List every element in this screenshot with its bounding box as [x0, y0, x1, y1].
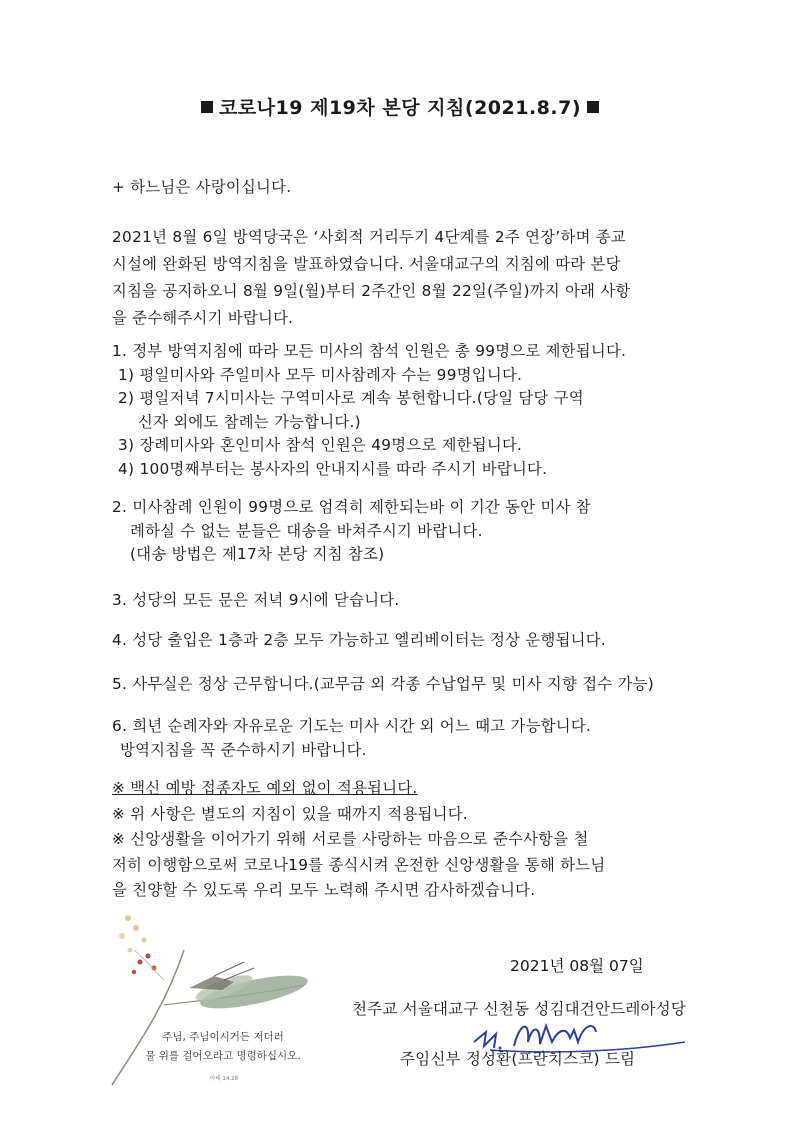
note-text: ※ 위 사항은 별도의 지침이 있을 때까지 적용됩니다.: [112, 804, 468, 823]
verse-reference: 마태 14,28: [210, 1076, 239, 1082]
guideline-item-3: 3. 성당의 모든 문은 저녁 9시에 닫습니다.: [112, 591, 400, 609]
subitem-text: 신자 외에도 참례는 가능합니다.): [138, 412, 361, 431]
note-text: ※ 신앙생활을 이어가기 위해 서로를 사랑하는 마음으로 준수사항을 철: [112, 830, 589, 848]
page-title: [0, 93, 800, 120]
subitem-text: 2) 평일저녁 7시미사는 구역미사로 계속 봉헌합니다.(당일 담당 구역: [118, 389, 584, 407]
square-bullet-icon: [201, 101, 213, 113]
guideline-item-5: 5. 사무실은 정상 근무합니다.(교무금 외 각종 수납업무 및 미사 지향 접수 가능): [112, 675, 654, 693]
pastor-name: 주임신부 정성환(프란치스코) 드림: [400, 1050, 636, 1068]
greeting: + 하느님은 사랑이십니다.: [112, 178, 292, 196]
title-text: 코로나19 제19차 본당 지침(2021.8.7): [218, 97, 582, 119]
notes-section: [112, 776, 692, 904]
item-text: 6. 희년 순례자와 자유로운 기도는 미사 시간 외 어느 때고 가능합니다.: [112, 717, 592, 735]
subitem-text: 4) 100명째부터는 봉사자의 안내지시를 따라 주시기 바랍니다.: [118, 459, 548, 478]
guideline-item-2: [112, 496, 692, 567]
guideline-item-1: [112, 340, 692, 481]
verse-line: 물 위를 걸어오라고 명령하십시오.: [145, 1050, 301, 1062]
verse-line: 주님, 주님이시거든 저더러: [162, 1031, 284, 1043]
item-text: 방역지침을 꼭 준수하시기 바랍니다.: [120, 740, 367, 759]
scripture-verse: [123, 1028, 323, 1066]
item-text: (대송 방법은 제17차 본당 지침 참조): [130, 545, 385, 563]
intro-line: 시설에 완화된 방역지침을 발표하였습니다. 서울대교구의 지침에 따라 본당: [112, 255, 621, 273]
note-text: ※ 백신 예방 접종자도 예외 없이 적용됩니다.: [112, 779, 418, 797]
square-bullet-icon: [587, 101, 599, 113]
church-name: 천주교 서울대교구 신천동 성김대건안드레아성당: [352, 1000, 687, 1018]
subitem-text: 1) 평일미사와 주일미사 모두 미사참례자 수는 99명입니다.: [118, 365, 523, 384]
guideline-item-4: 4. 성당 출입은 1층과 2층 모두 가능하고 엘리베이터는 정상 운행됩니다.: [112, 631, 606, 649]
intro-line: 을 준수해주시기 바랍니다.: [112, 309, 294, 327]
note-text: 을 친양할 수 있도록 우리 모두 노력해 주시면 감사하겠습니다.: [112, 881, 536, 899]
subitem-text: 3) 장례미사와 혼인미사 참석 인원은 49명으로 제한됩니다.: [118, 436, 523, 454]
intro-paragraph: [112, 224, 687, 332]
guideline-item-6: [112, 715, 692, 762]
item-text: 례하실 수 없는 분들은 대송을 바쳐주시기 바랍니다.: [130, 521, 483, 540]
item-text: 1. 정부 방역지침에 따라 모든 미사의 참석 인원은 총 99명으로 제한됩니다.: [112, 342, 627, 360]
item-text: 2. 미사참례 인원이 99명으로 엄격히 제한되는바 이 기간 동안 미사 참: [112, 498, 591, 516]
intro-line: 2021년 8월 6일 방역당국은 ‘사회적 거리두기 4단계를 2주 연장’하며 종교: [112, 228, 626, 246]
note-text: 저히 이행함으로써 코로나19를 종식시켜 온전한 신앙생활을 통해 하느님: [112, 855, 606, 874]
document-date: 2021년 08월 07일: [510, 957, 644, 975]
intro-line: 지침을 공지하오니 8월 9일(월)부터 2주간인 8월 22일(주일)까지 아래 사항: [112, 282, 631, 300]
